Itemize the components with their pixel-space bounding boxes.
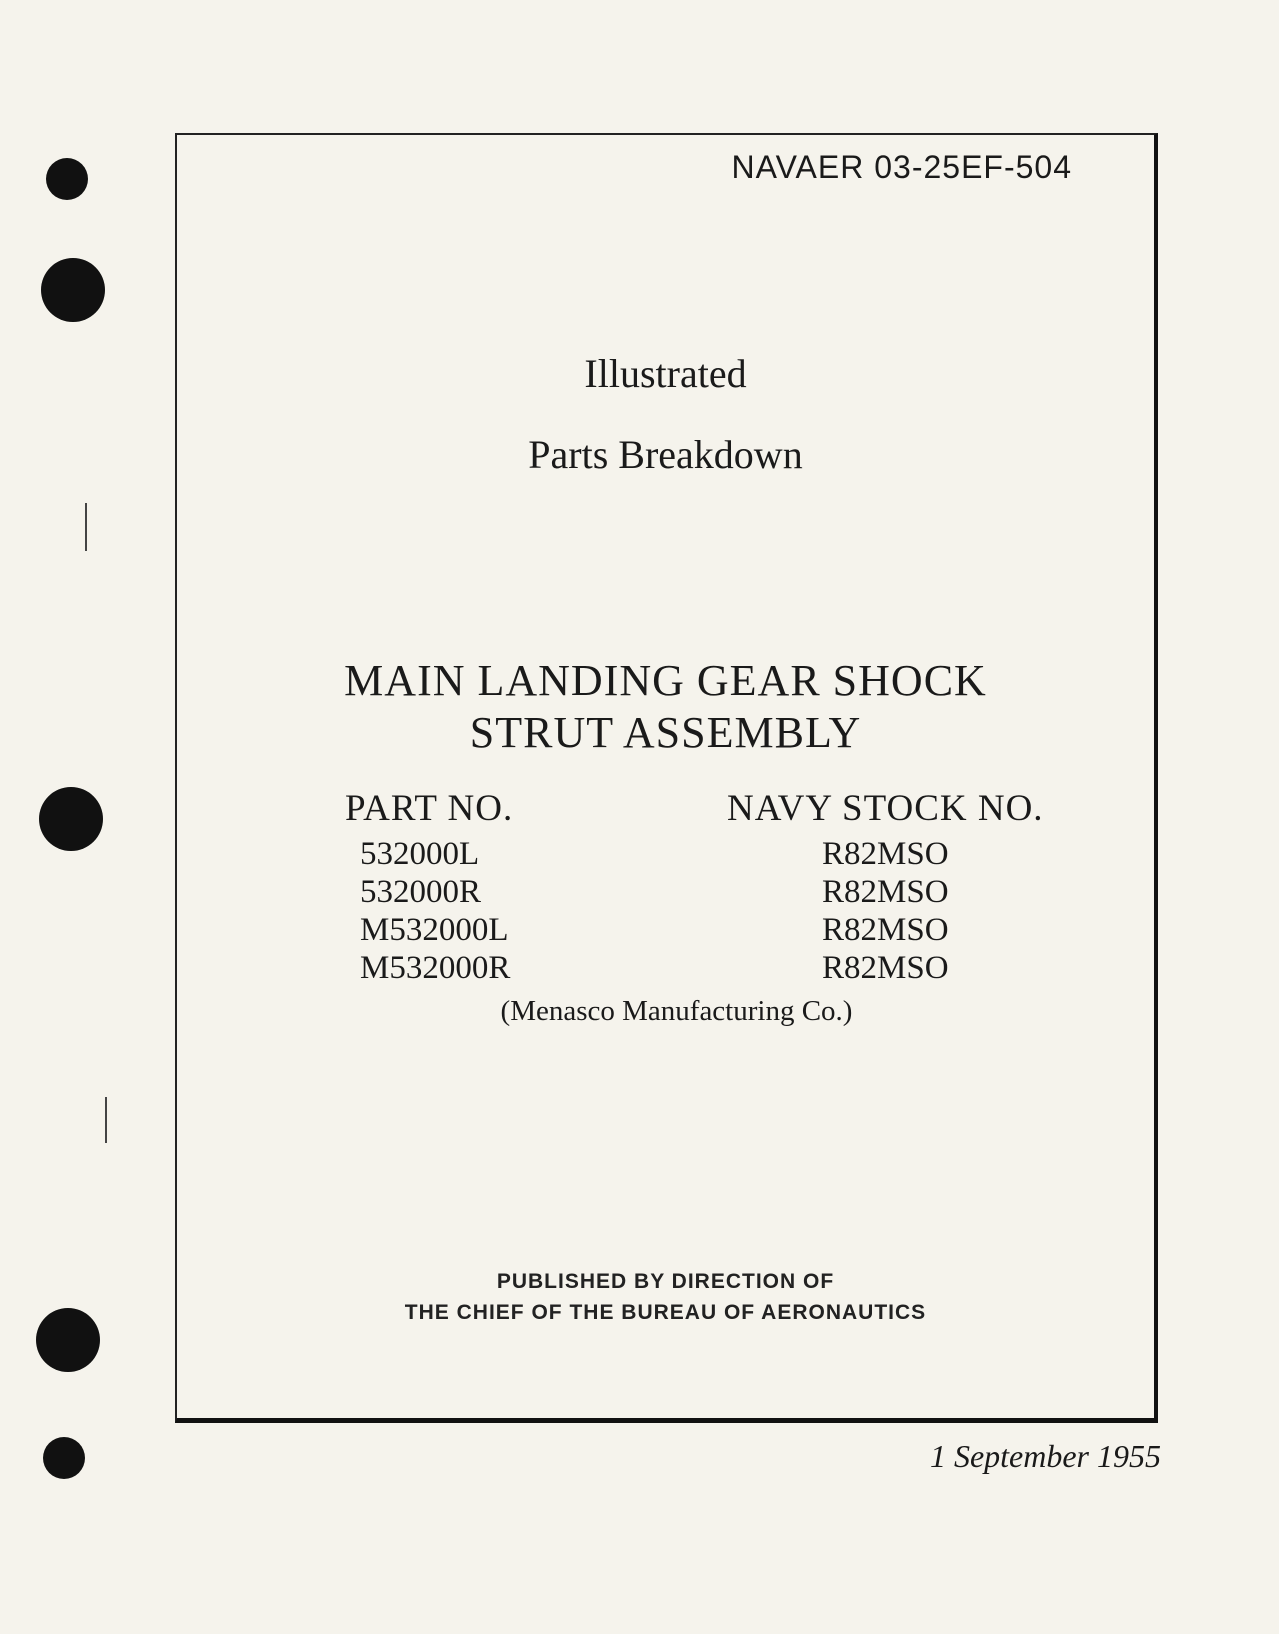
part-number: M532000R [360,950,511,986]
stock-number: R82MSO [822,836,949,872]
title-line-2: Parts Breakdown [528,432,803,477]
stock-number-list [822,835,949,987]
part-number: 532000L [360,836,480,872]
part-number-list [360,835,510,987]
stock-number: R82MSO [822,950,949,986]
part-number-header: PART NO. [345,788,514,829]
binder-hole [43,1437,85,1479]
part-number: M532000L [360,912,509,948]
document-number: NAVAER 03-25EF-504 [731,149,1072,185]
title-line-1: Illustrated [584,351,747,396]
subject-line-2: STRUT ASSEMBLY [469,708,862,757]
publication-date: 1 September 1955 [929,1438,1161,1474]
manufacturer: (Menasco Manufacturing Co.) [500,995,853,1027]
binder-hole [41,258,105,322]
scan-mark [105,1097,107,1143]
binder-hole [36,1308,100,1372]
binder-hole [46,158,88,200]
stock-number: R82MSO [822,874,949,910]
cover-frame [175,133,1158,1423]
binder-hole [39,787,103,851]
publisher-line-2: THE CHIEF OF THE BUREAU OF AERONAUTICS [404,1301,927,1324]
scan-mark [85,503,87,551]
stock-number-header: NAVY STOCK NO. [727,788,1044,829]
publisher-line-1: PUBLISHED BY DIRECTION OF [496,1270,835,1293]
subject-line-1: MAIN LANDING GEAR SHOCK [344,656,987,705]
part-number: 532000R [360,874,482,910]
stock-number: R82MSO [822,912,949,948]
